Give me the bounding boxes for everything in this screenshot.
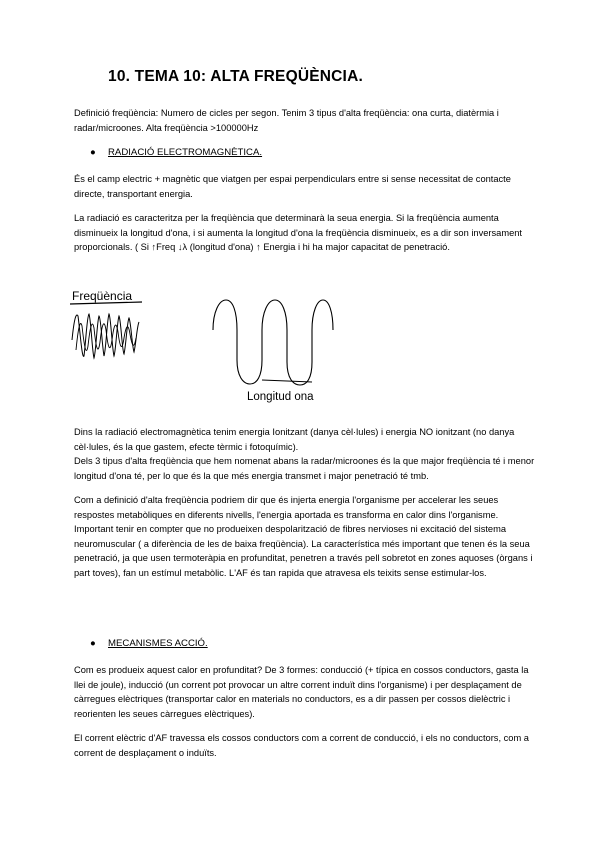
frequency-label: Freqüència [72,289,133,303]
page-title: 10. TEMA 10: ALTA FREQÜÈNCIA. [108,68,363,85]
bullet-icon: ● [90,147,96,158]
frequency-energy-paragraph: La radiació es caracteritza per la freqüència que determinarà la seua energia. Si la freqüència aumenta disminueix la longitud d'ona, i si aumenta la longitud d'ona la freqüència disminueix, es a dir son inversament proporcionals. ( Si ↑Freq ↓λ (longitud d'ona) ↑ Energia i hi ha major capacitat de penetració. [74,213,522,253]
section-heading-label: MECANISMES ACCIÓ. [108,638,208,649]
section-heading-mechanisms [90,638,208,649]
microwave-paragraph: Dels 3 tipus d'alta freqüència que hem nomenat abans la radar/microones és la que major freqüència té i menor longitud d'ona té, per lo que és la que més energia transmet i major penetració té tmb. [74,456,535,481]
wavelength-marker-line [262,380,312,382]
current-paragraph: El corrent elèctric d'AF travessa els cossos conductors com a corrent de conducció, i els no conductors, com a corrent de desplaçament o induïts. [74,733,529,758]
high-frequency-wave [72,314,139,358]
bullet-icon: ● [90,638,96,649]
wavelength-label: Longitud ona [247,391,314,403]
radiation-definition-paragraph: És el camp electric + magnètic que viatgen per espai perpendiculars entre si sense necessitat de contacte directe, transportant energia. [74,174,511,199]
heat-production-paragraph: Com es produeix aquest calor en profunditat? De 3 formes: conducció (+ típica en cossos conductors, gasta la llei de joule), inducció (un corrent pot provocar un altre corrent induït dins l'organisme) i per desplaçament de càrregues elèctriques (transportar calor en materials no conductors, es a dir passen per cossos dielèctric i reorienten les seues càrregues elèctriques). [74,665,529,719]
intro-paragraph: Definició freqüència: Numero de cicles per segon. Tenim 3 tipus d'alta freqüència: ona curta, diatèrmia i radar/microones. Alta freqüència >100000Hz [74,108,499,133]
low-frequency-wave [213,300,333,385]
ionizing-energy-paragraph: Dins la radiació electromagnètica tenim energia Ionitzant (danya cèl·lules) i energia NO ionitzant (no danya cèl·lules, és la que gastem, efecte tèrmic i fotoquímic). [74,427,515,452]
high-frequency-definition-paragraph: Com a definició d'alta freqüència podriem dir que és injerta energia l'organisme per accelerar les seues respostes metabòliques en diferents nivells, l'energia aportada es transforma en calor dins l'organisme. Important tenir en compter que no produeixen despolarització de fibres nervioses ni excitació del sistema neuromuscular ( a diferència de les de baixa freqüència). La característica més important que tenen és la seua penetració, ja que usen termoteràpia en profunditat, penetren a través pell sobretot en zones aquoses (òrgans i part toves), fan un estímul metabòlic. L'AF és tan rapida que atravesa els teixits sense estimular-los. [74,495,533,578]
section-heading-label: RADIACIÓ ELECTROMAGNÈTICA. [108,147,263,158]
